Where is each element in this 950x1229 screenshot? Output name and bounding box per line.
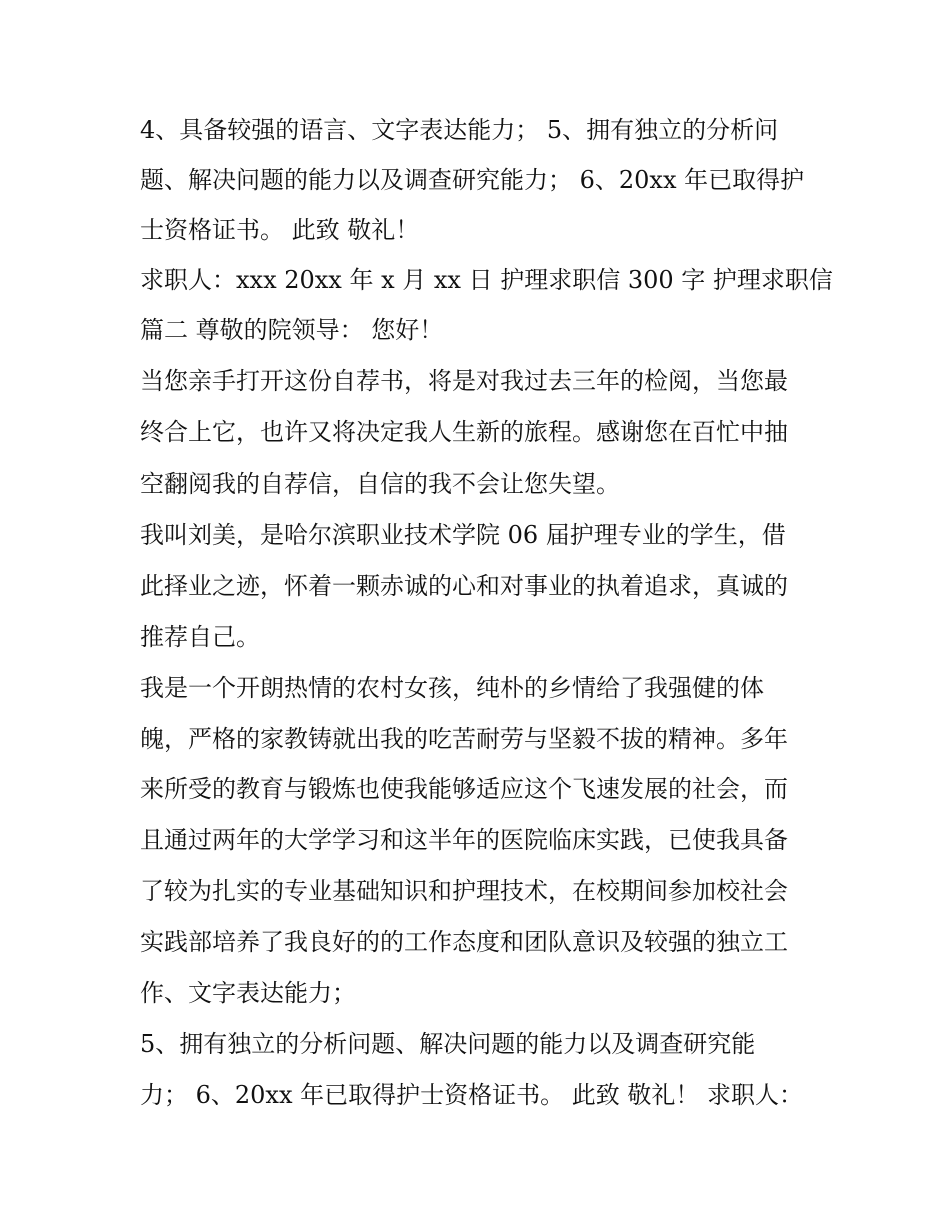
text-line: 我是一个开朗热情的农村女孩，纯朴的乡情给了我强健的体 — [140, 674, 764, 702]
text-line: 推荐自己。 — [140, 623, 260, 651]
text-line: 了较为扎实的专业基础知识和护理技术，在校期间参加校社会 — [140, 877, 788, 905]
text-line: 此择业之迹，怀着一颗赤诚的心和对事业的执着追求，真诚的 — [140, 572, 788, 600]
text-line: 实践部培养了我良好的的工作态度和团队意识及较强的独立工 — [140, 928, 788, 956]
text-line: 我叫刘美，是哈尔滨职业技术学院 06 届护理专业的学生，借 — [140, 521, 786, 549]
text-line: 篇二 尊敬的院领导： 您好！ — [140, 316, 444, 344]
text-line: 空翻阅我的自荐信，自信的我不会让您失望。 — [140, 470, 620, 498]
text-line: 当您亲手打开这份自荐书，将是对我过去三年的检阅，当您最 — [140, 367, 788, 395]
text-line: 魄，严格的家教铸就出我的吃苦耐劳与坚毅不拔的精神。多年 — [140, 725, 788, 753]
text-line: 4、具备较强的语言、文字表达能力； 5、拥有独立的分析问 — [140, 116, 779, 144]
text-line: 且通过两年的大学学习和这半年的医院临床实践，已使我具备 — [140, 826, 788, 854]
text-line: 题、解决问题的能力以及调查研究能力； 6、20xx 年已取得护 — [140, 166, 805, 194]
text-line: 力； 6、20xx 年已取得护士资格证书。 此致 敬礼！ 求职人： — [140, 1081, 804, 1109]
text-line: 来所受的教育与锻炼也使我能够适应这个飞速发展的社会，而 — [140, 775, 788, 803]
text-line: 士资格证书。 此致 敬礼！ — [140, 216, 420, 244]
text-line: 求职人：xxx 20xx 年 x 月 xx 日 护理求职信 300 字 护理求职信 — [140, 266, 833, 294]
text-line: 作、文字表达能力； — [140, 979, 356, 1007]
text-line: 终合上它，也许又将决定我人生新的旅程。感谢您在百忙中抽 — [140, 418, 788, 446]
text-line: 5、拥有独立的分析问题、解决问题的能力以及调查研究能 — [140, 1030, 756, 1058]
